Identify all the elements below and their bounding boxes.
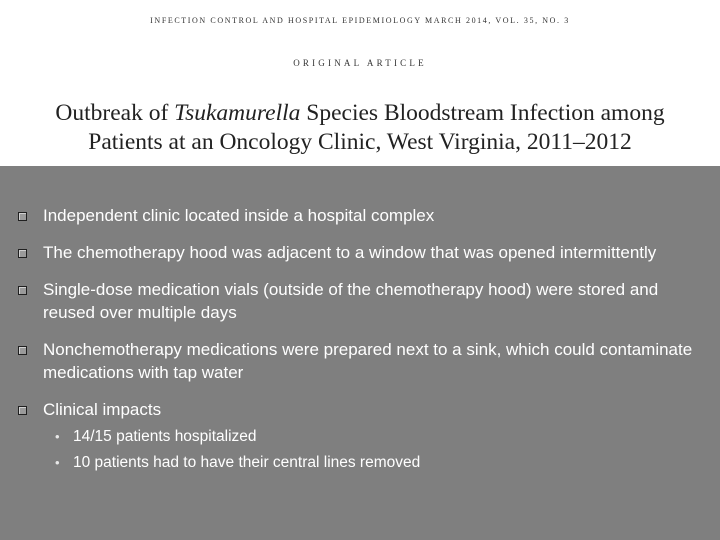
bullet-text: Single-dose medication vials (outside of the chemotherapy hood) were stored and reused over multiple days xyxy=(43,280,659,322)
bullet-item xyxy=(18,278,708,324)
bullet-text: The chemotherapy hood was adjacent to a window that was opened intermittently xyxy=(43,243,657,262)
bullet-list xyxy=(18,204,708,490)
square-bullet-icon xyxy=(18,346,27,355)
sub-bullet-list xyxy=(43,424,708,476)
bullet-item xyxy=(18,398,708,476)
title-part-2: Species Bloodstream Infection among xyxy=(300,100,665,126)
square-bullet-icon xyxy=(18,286,27,295)
square-bullet-icon xyxy=(18,212,27,221)
dot-bullet-icon: • xyxy=(55,455,60,470)
square-bullet-icon xyxy=(18,406,27,415)
bullet-text: Independent clinic located inside a hospital complex xyxy=(43,206,435,225)
sub-bullet-item xyxy=(55,424,708,450)
article-type-label: ORIGINAL ARTICLE xyxy=(293,58,427,68)
article-header-image xyxy=(0,0,720,166)
title-part-1: Outbreak of xyxy=(55,100,175,126)
bullet-item xyxy=(18,338,708,384)
bullet-item xyxy=(18,241,708,264)
title-line-2: Patients at an Oncology Clinic, West Virginia, 2011–2012 xyxy=(88,129,632,155)
sub-bullet-item xyxy=(55,450,708,476)
bullet-item xyxy=(18,204,708,227)
bullet-text: Clinical impacts xyxy=(43,400,162,419)
dot-bullet-icon: • xyxy=(55,429,60,444)
article-title xyxy=(20,99,700,157)
square-bullet-icon xyxy=(18,249,27,258)
bullet-text: Nonchemotherapy medications were prepared next to a sink, which could contaminate medications with tap water xyxy=(43,340,693,382)
title-italic-genus: Tsukamurella xyxy=(174,100,301,126)
sub-bullet-text: 14/15 patients hospitalized xyxy=(73,428,257,445)
sub-bullet-text: 10 patients had to have their central lines removed xyxy=(73,454,421,471)
journal-citation: INFECTION CONTROL AND HOSPITAL EPIDEMIOLOGY MARCH 2014, VOL. 35, NO. 3 xyxy=(150,16,570,25)
